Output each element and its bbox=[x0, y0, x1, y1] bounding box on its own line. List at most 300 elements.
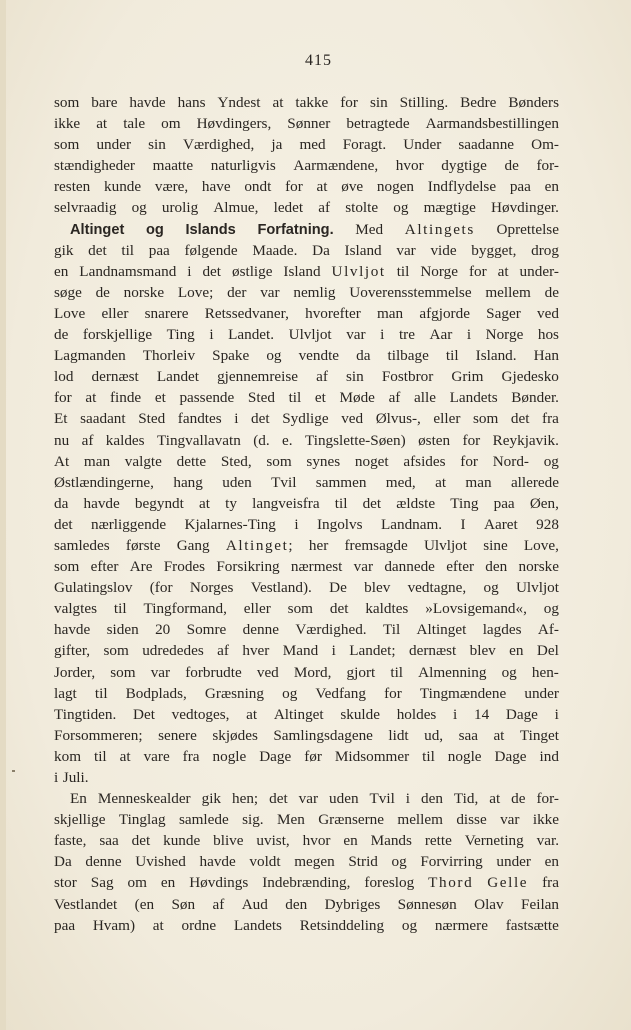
word: som bbox=[54, 558, 80, 576]
word: 928 bbox=[536, 515, 559, 533]
word: hang bbox=[173, 473, 203, 491]
word: under bbox=[524, 684, 559, 702]
word: Landets bbox=[449, 389, 498, 407]
word: hvor bbox=[395, 157, 424, 175]
word: følgende bbox=[184, 241, 238, 259]
word: det bbox=[251, 410, 270, 428]
text-line bbox=[54, 219, 559, 240]
word: udrededes bbox=[142, 642, 204, 660]
word: gjennemreise bbox=[217, 368, 299, 386]
word: søge bbox=[54, 283, 82, 301]
word: der bbox=[227, 283, 247, 301]
word: som bbox=[110, 663, 136, 681]
word: siden bbox=[106, 621, 139, 639]
text-line bbox=[54, 619, 559, 640]
word: til bbox=[390, 663, 404, 681]
text-line bbox=[54, 872, 559, 893]
word: Altingets bbox=[404, 220, 475, 238]
word: under bbox=[96, 136, 132, 154]
word: i bbox=[294, 515, 299, 533]
word: betragtede bbox=[346, 115, 410, 133]
word: finde bbox=[109, 389, 142, 407]
word: Men bbox=[276, 811, 305, 829]
word: Gang bbox=[176, 536, 210, 554]
word: Reykjavik. bbox=[492, 431, 559, 449]
word: gifter, bbox=[54, 642, 91, 660]
word: for- bbox=[536, 157, 559, 175]
word: Nord- bbox=[492, 452, 529, 470]
word: af bbox=[388, 389, 401, 407]
word: for bbox=[54, 389, 72, 407]
word: uvist, bbox=[256, 832, 290, 850]
word: passende bbox=[179, 389, 235, 407]
word: vide bbox=[430, 241, 457, 259]
word: Island bbox=[344, 241, 382, 259]
word: foreslog bbox=[364, 874, 415, 892]
word: ved bbox=[341, 410, 364, 428]
word: for- bbox=[536, 790, 559, 808]
word: Under bbox=[403, 136, 442, 154]
word: den bbox=[421, 790, 443, 808]
word: Tinget bbox=[519, 726, 559, 744]
word: Sydlige bbox=[282, 410, 329, 428]
word: under- bbox=[519, 262, 559, 280]
word: hvorefter bbox=[305, 304, 361, 322]
word: Ting bbox=[450, 494, 479, 512]
word: Almenning bbox=[418, 663, 487, 681]
word: gik bbox=[54, 241, 74, 259]
word: norske bbox=[518, 558, 559, 576]
word: vedtagne, bbox=[407, 579, 467, 597]
word: Mand bbox=[282, 642, 319, 660]
word: Altinget bbox=[273, 705, 324, 723]
word: Lagmanden bbox=[54, 347, 126, 365]
word: med bbox=[299, 136, 326, 154]
word: i bbox=[380, 326, 385, 344]
word: denne bbox=[242, 621, 279, 639]
word: var bbox=[150, 663, 171, 681]
word: ordne bbox=[181, 916, 217, 934]
word: og bbox=[391, 853, 407, 871]
word: kaldes bbox=[105, 431, 145, 449]
word: uden bbox=[222, 473, 252, 491]
word: og bbox=[282, 684, 298, 702]
word: hans bbox=[177, 94, 206, 111]
word: som bbox=[103, 642, 129, 660]
word: forskjellige bbox=[82, 326, 153, 344]
word: for bbox=[462, 431, 481, 449]
body-text bbox=[54, 92, 559, 936]
word: Gulatingslov bbox=[54, 579, 133, 597]
word: skulde bbox=[340, 705, 380, 723]
word: under bbox=[496, 853, 531, 871]
word: Tingvallavatn bbox=[156, 431, 241, 449]
word: mellem bbox=[485, 283, 531, 301]
word: det bbox=[202, 262, 222, 280]
word: Yndest bbox=[217, 94, 261, 111]
word: saadanne bbox=[458, 136, 515, 154]
word: ikke bbox=[532, 811, 559, 829]
word: De bbox=[329, 579, 347, 597]
word: kaldtes bbox=[365, 600, 409, 618]
word: at bbox=[272, 94, 284, 111]
word: østen bbox=[418, 431, 451, 449]
word: Sager bbox=[486, 304, 521, 322]
word: var. bbox=[536, 832, 559, 850]
word: de bbox=[504, 157, 519, 175]
word: rette bbox=[424, 832, 452, 850]
word: Høvdingers, bbox=[196, 115, 272, 133]
word: Islands bbox=[185, 221, 236, 238]
word: nogle bbox=[212, 747, 247, 765]
word: lidt bbox=[388, 726, 409, 744]
word: en bbox=[544, 178, 559, 196]
word: Om- bbox=[531, 136, 559, 154]
word: havde bbox=[54, 621, 91, 639]
word: at bbox=[96, 115, 108, 133]
word: 14 bbox=[473, 705, 490, 723]
word: og bbox=[393, 199, 409, 217]
word: til bbox=[334, 494, 348, 512]
word: at bbox=[246, 705, 258, 723]
word: saadant bbox=[80, 410, 126, 428]
word: en bbox=[509, 642, 524, 660]
word: første bbox=[125, 536, 161, 554]
word: blev bbox=[364, 579, 391, 597]
text-line bbox=[54, 514, 559, 535]
text-line bbox=[54, 704, 559, 725]
word: afgjorde bbox=[419, 304, 470, 322]
word: Aud bbox=[241, 895, 268, 913]
word: og bbox=[131, 199, 147, 217]
word: Bedre bbox=[460, 94, 497, 111]
word: vare bbox=[143, 747, 170, 765]
word: da bbox=[356, 347, 371, 365]
word: Bønders bbox=[508, 94, 559, 111]
word: i bbox=[405, 790, 411, 808]
word: for bbox=[285, 178, 303, 196]
word: for bbox=[460, 452, 478, 470]
word: havde bbox=[129, 94, 166, 111]
word: dygtige bbox=[441, 157, 487, 175]
word: stor bbox=[54, 874, 77, 892]
word: Strid bbox=[348, 853, 378, 871]
word: (for bbox=[149, 579, 173, 597]
word: Vedfang bbox=[315, 684, 366, 702]
word: Høvdings bbox=[189, 874, 249, 892]
word: nogen bbox=[376, 178, 415, 196]
word: Da bbox=[54, 853, 72, 871]
word: Retssedvaner, bbox=[204, 304, 289, 322]
word: for bbox=[384, 684, 402, 702]
word: En bbox=[70, 790, 87, 808]
word: Mord, bbox=[293, 663, 332, 681]
word: Island. bbox=[475, 347, 517, 365]
word: de bbox=[544, 283, 559, 301]
word: bygget, bbox=[471, 241, 517, 259]
word: hen; bbox=[231, 790, 259, 808]
word: at bbox=[85, 389, 97, 407]
word: ty bbox=[225, 494, 237, 512]
word: tre bbox=[398, 326, 415, 344]
word: til bbox=[288, 389, 302, 407]
word: det bbox=[510, 410, 530, 428]
word: senere bbox=[158, 726, 197, 744]
text-line bbox=[54, 683, 559, 704]
text-line bbox=[54, 92, 559, 113]
word: dannede bbox=[384, 558, 435, 576]
word: Landets bbox=[233, 916, 282, 934]
word: i bbox=[187, 262, 192, 280]
word: eller bbox=[433, 410, 461, 428]
word: stændigheder bbox=[54, 157, 135, 175]
word: Frodes bbox=[163, 558, 206, 576]
word: Mands bbox=[370, 832, 412, 850]
word: sin bbox=[369, 94, 388, 111]
word: nærmest bbox=[290, 558, 343, 576]
word: sine bbox=[483, 536, 508, 554]
word: begyndt bbox=[134, 494, 184, 512]
word: faste, bbox=[54, 832, 87, 850]
word: til bbox=[445, 347, 459, 365]
word: Foragt. bbox=[342, 136, 387, 154]
word: med, bbox=[385, 473, 416, 491]
word: fastsætte bbox=[505, 916, 559, 934]
word: en bbox=[160, 874, 176, 892]
word: gik bbox=[201, 790, 222, 808]
word: det bbox=[329, 600, 349, 618]
word: var bbox=[500, 811, 520, 829]
word: ved bbox=[256, 663, 279, 681]
word: Sønner bbox=[287, 115, 331, 133]
word: Hvam) bbox=[92, 916, 136, 934]
word: samledes bbox=[54, 536, 110, 554]
word: saa bbox=[99, 832, 119, 850]
word: Landet bbox=[156, 368, 199, 386]
word: Forsommeren; bbox=[54, 726, 143, 744]
word: have bbox=[201, 178, 231, 196]
word: ledet bbox=[273, 199, 304, 217]
word: Love bbox=[54, 304, 86, 322]
word: det bbox=[88, 241, 107, 259]
text-line bbox=[54, 746, 559, 767]
word: og bbox=[483, 579, 499, 597]
word: Sag bbox=[90, 874, 114, 892]
word: Gelle bbox=[487, 874, 529, 892]
word: man bbox=[465, 473, 492, 491]
word: Bodplads, bbox=[125, 684, 187, 702]
word: kom bbox=[54, 747, 82, 765]
text-line bbox=[54, 324, 559, 345]
word: Tingmændene bbox=[419, 684, 507, 702]
word: Altinget bbox=[416, 621, 467, 639]
word: dernæst bbox=[408, 642, 457, 660]
word: og bbox=[401, 916, 418, 934]
text-line bbox=[54, 894, 559, 915]
word: blev bbox=[469, 642, 496, 660]
word: det bbox=[362, 494, 382, 512]
word: noget bbox=[354, 452, 389, 470]
word: Sted bbox=[247, 389, 275, 407]
word: Til bbox=[382, 621, 401, 639]
word: i bbox=[453, 705, 458, 723]
text-line bbox=[54, 113, 559, 134]
word: sin bbox=[346, 368, 364, 386]
word: Aarmændene, bbox=[293, 157, 379, 175]
word: til bbox=[113, 600, 127, 618]
word: at bbox=[152, 916, 164, 934]
word: ind bbox=[539, 747, 559, 765]
word: som bbox=[54, 136, 80, 154]
word: fandtes bbox=[177, 410, 222, 428]
word: Ølvus-, bbox=[375, 410, 421, 428]
word: Grim bbox=[451, 368, 484, 386]
word: efter bbox=[446, 558, 475, 576]
word: sig. bbox=[242, 811, 264, 829]
text-line bbox=[54, 408, 559, 429]
word: (d. bbox=[253, 431, 270, 449]
word: for bbox=[468, 262, 487, 280]
word: havde bbox=[199, 853, 236, 871]
text-line bbox=[54, 282, 559, 303]
word: paa bbox=[493, 494, 515, 512]
word: var bbox=[346, 326, 366, 344]
word: dette bbox=[176, 452, 207, 470]
word: forbrudte bbox=[185, 663, 242, 681]
word: Forvirring bbox=[420, 853, 483, 871]
word: Tvil bbox=[369, 790, 395, 808]
word: »Lovsigemand«, bbox=[425, 600, 527, 618]
word: nærliggende bbox=[90, 515, 167, 533]
word: dernæst bbox=[91, 368, 139, 386]
word: bare bbox=[91, 94, 118, 111]
word: til bbox=[94, 684, 108, 702]
word: Del bbox=[536, 642, 559, 660]
word: urolig bbox=[161, 199, 199, 217]
word: Maade. bbox=[252, 241, 298, 259]
word: om bbox=[161, 115, 181, 133]
word: de bbox=[511, 790, 526, 808]
word: Vestlandet bbox=[54, 895, 118, 913]
word: Aarmandsbestillingen bbox=[425, 115, 559, 133]
word: og bbox=[543, 452, 559, 470]
word: hver bbox=[242, 642, 270, 660]
word: i bbox=[331, 642, 336, 660]
word: Aar bbox=[429, 326, 453, 344]
word: efter bbox=[90, 558, 119, 576]
word: at bbox=[316, 178, 328, 196]
word: Et bbox=[54, 410, 68, 428]
word: Juli. bbox=[62, 769, 89, 786]
word: valgtes bbox=[54, 600, 98, 618]
word: Ting bbox=[166, 326, 195, 344]
text-line bbox=[54, 345, 559, 366]
word: Aaret bbox=[484, 515, 518, 533]
text-line bbox=[54, 366, 559, 387]
word: Tid, bbox=[453, 790, 479, 808]
text-line bbox=[54, 767, 559, 788]
word: Stilling. bbox=[399, 94, 449, 111]
text-line bbox=[54, 493, 559, 514]
word: i bbox=[209, 326, 214, 344]
text-line bbox=[54, 197, 559, 218]
word: Tingformand, bbox=[143, 600, 227, 618]
word: skjødes bbox=[212, 726, 258, 744]
word: Tinglag bbox=[118, 811, 166, 829]
word: Oprettelse bbox=[496, 220, 559, 238]
text-line bbox=[54, 387, 559, 408]
word: Norge bbox=[420, 262, 458, 280]
word: Tingslette-Søen) bbox=[304, 431, 406, 449]
text-line bbox=[54, 830, 559, 851]
text-line bbox=[54, 303, 559, 324]
word: alle bbox=[414, 389, 436, 407]
word: som bbox=[287, 600, 313, 618]
word: den bbox=[485, 558, 508, 576]
word: paa bbox=[54, 916, 76, 934]
word: selvraadig bbox=[54, 199, 117, 217]
word: voldt bbox=[249, 853, 281, 871]
word: Midsommer bbox=[334, 747, 410, 765]
word: hvor bbox=[302, 832, 331, 850]
word: Uvished bbox=[135, 853, 186, 871]
word: nemlig bbox=[293, 283, 336, 301]
word: af bbox=[318, 199, 331, 217]
word: af bbox=[212, 895, 225, 913]
word: for bbox=[340, 94, 358, 111]
word: i bbox=[554, 705, 559, 723]
word: Dybriges bbox=[324, 895, 381, 913]
word: takke bbox=[295, 94, 329, 111]
word: valgte bbox=[124, 452, 162, 470]
word: tale bbox=[123, 115, 146, 133]
page-number: 415 bbox=[305, 52, 332, 69]
text-line bbox=[54, 451, 559, 472]
word: være, bbox=[154, 178, 189, 196]
word: lagt bbox=[54, 684, 77, 702]
word: øve bbox=[341, 178, 364, 196]
word: Indebrænding, bbox=[262, 874, 351, 892]
word: at bbox=[435, 473, 447, 491]
word: og bbox=[543, 600, 559, 618]
word: en bbox=[343, 832, 358, 850]
word: var bbox=[260, 283, 280, 301]
word: det bbox=[269, 790, 288, 808]
word: Ulvljot bbox=[423, 536, 467, 554]
word: var bbox=[353, 558, 374, 576]
text-line bbox=[54, 535, 559, 556]
word: At bbox=[54, 452, 70, 470]
margin-mark bbox=[12, 770, 15, 772]
word: afsides bbox=[403, 452, 446, 470]
word: Jorder, bbox=[54, 663, 96, 681]
word: snarere bbox=[144, 304, 189, 322]
word: Dage bbox=[505, 705, 538, 723]
word: skjellige bbox=[54, 811, 106, 829]
word: som bbox=[54, 94, 80, 111]
word: resten bbox=[54, 178, 91, 196]
word: Grænserne bbox=[318, 811, 384, 829]
text-line bbox=[54, 472, 559, 493]
word: som bbox=[472, 410, 499, 428]
word: eller bbox=[243, 600, 271, 618]
text-line bbox=[54, 725, 559, 746]
word: fra bbox=[542, 410, 559, 428]
word: Olav bbox=[474, 895, 504, 913]
word: af bbox=[316, 368, 328, 386]
word: Kjalarnes-Ting bbox=[184, 515, 276, 533]
word: at bbox=[119, 747, 131, 765]
